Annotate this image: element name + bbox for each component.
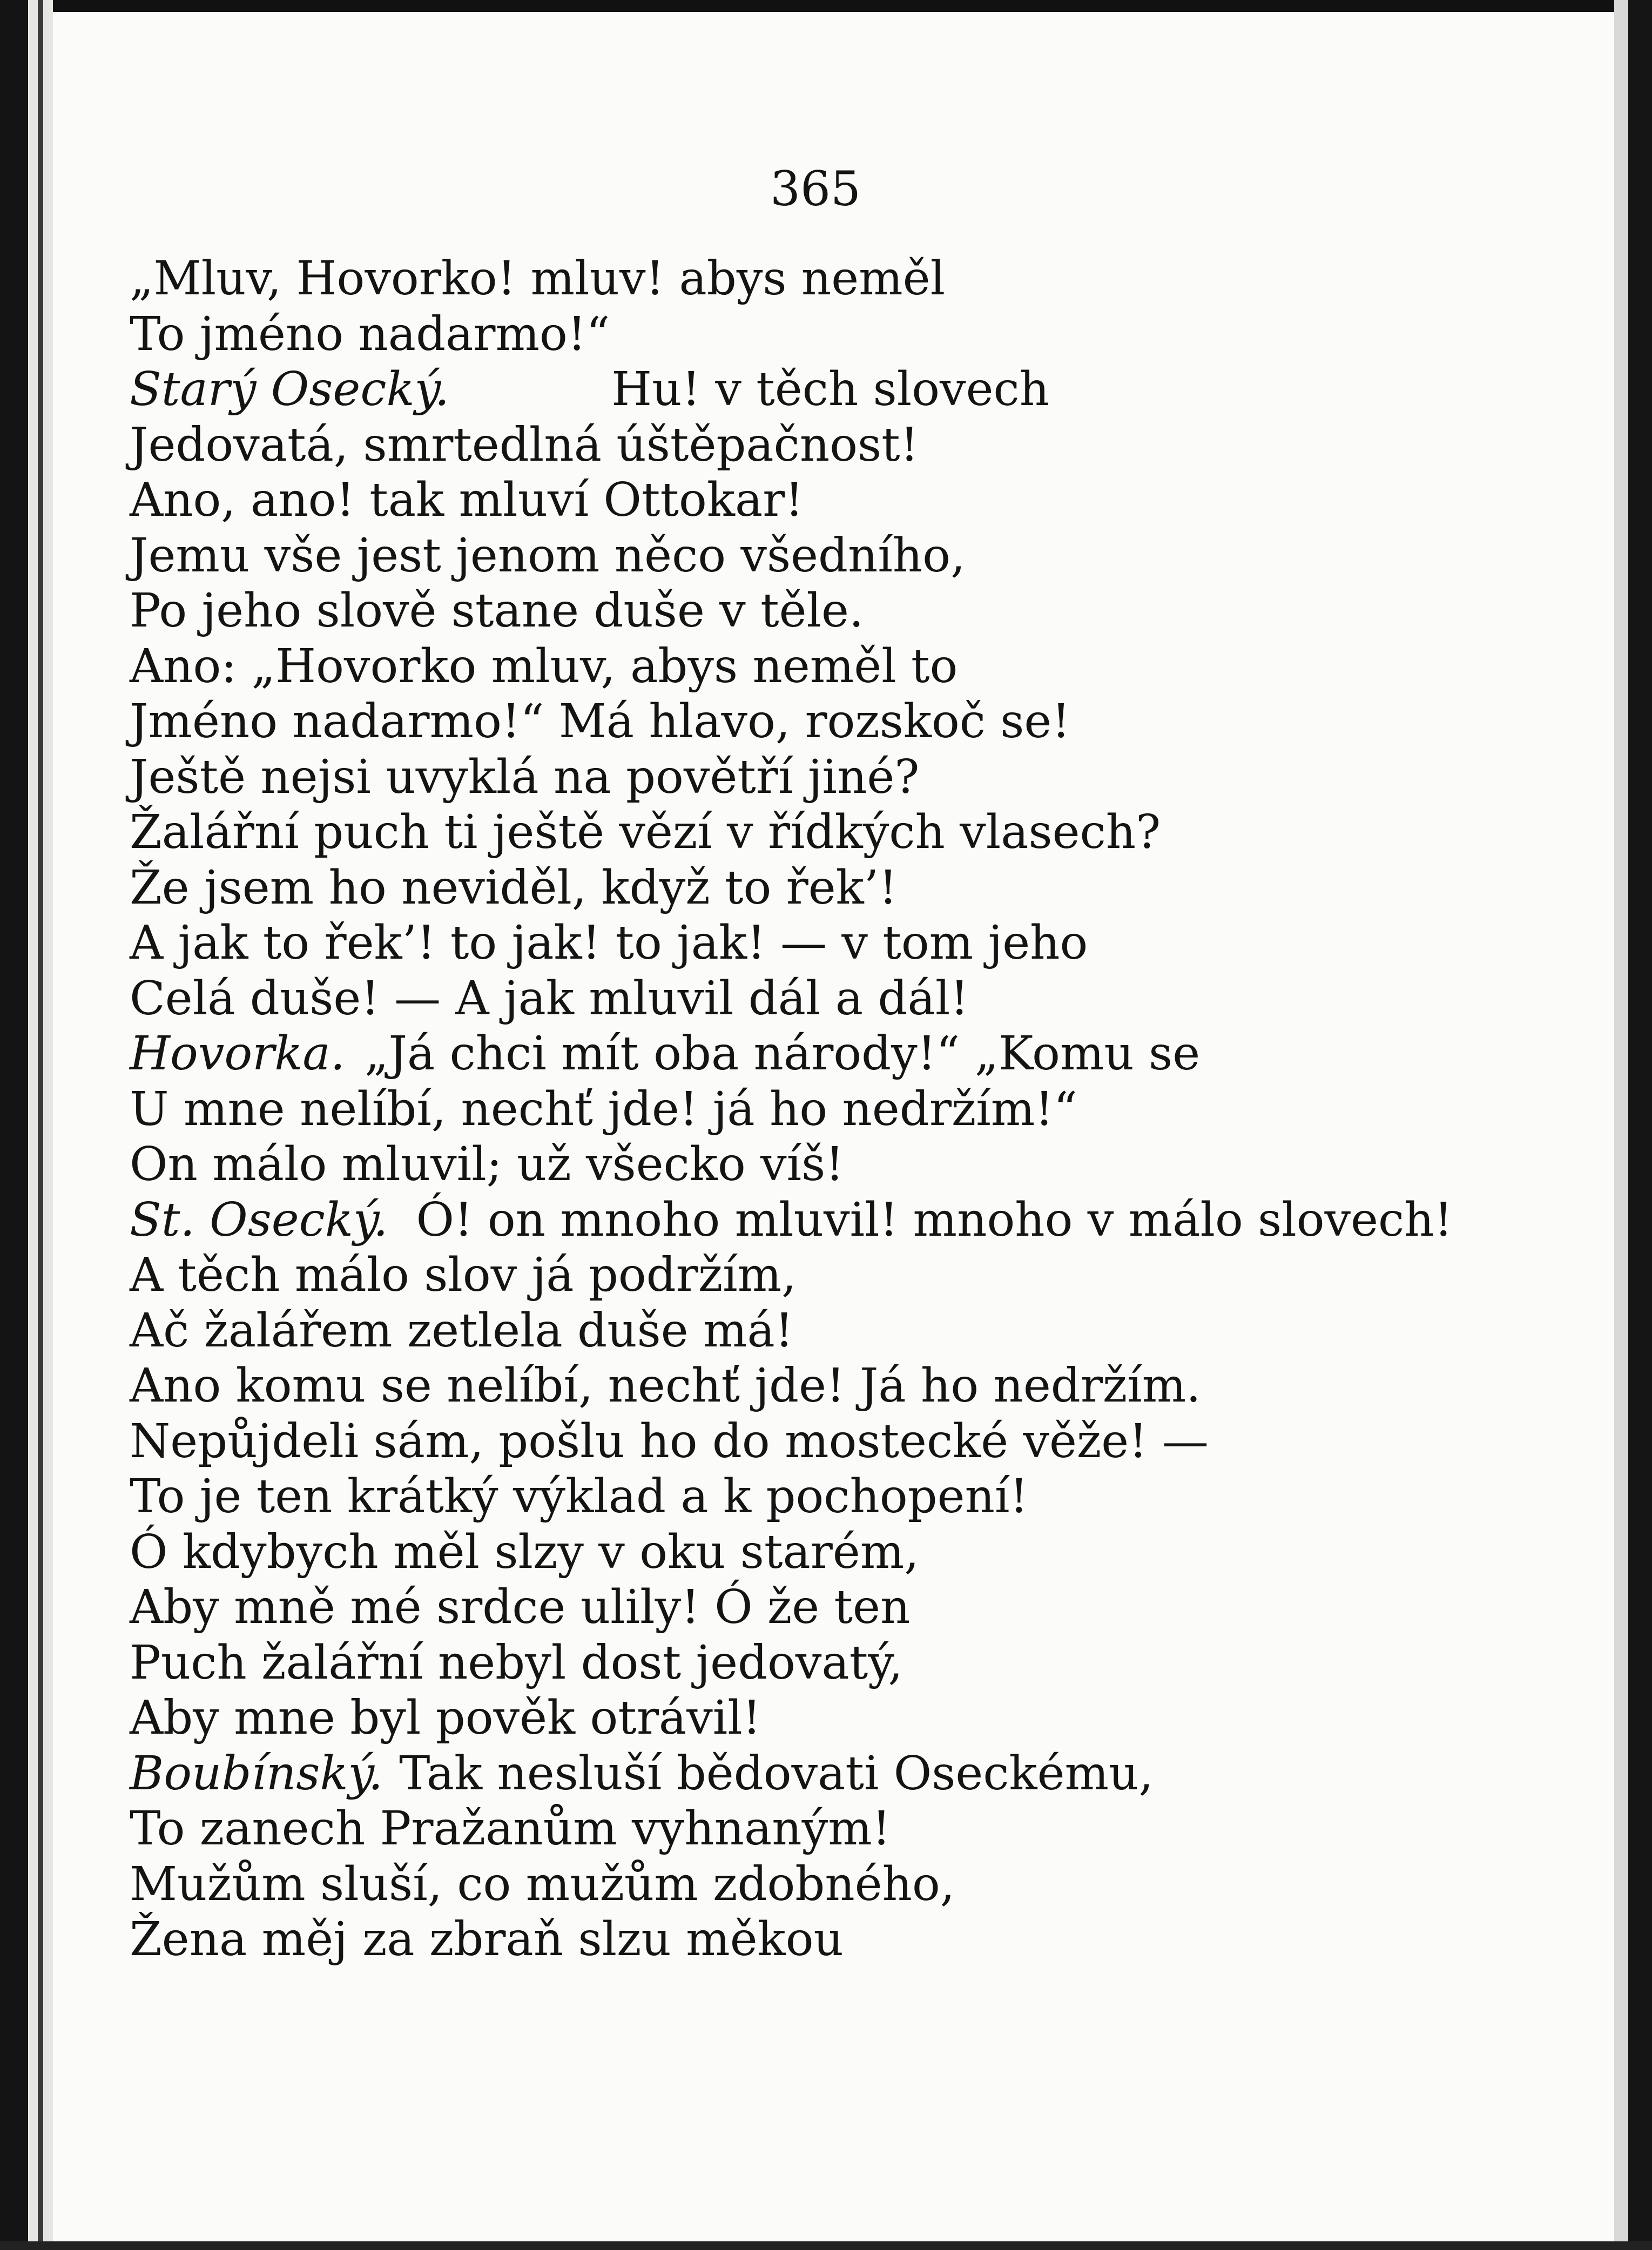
verse-line: [130, 1358, 1523, 1414]
speaker-name: Boubínský.: [130, 1746, 383, 1801]
line-text: Že jsem ho neviděl, když to řek’!: [130, 860, 898, 915]
line-text: Tak nesluší bědovati Oseckému,: [399, 1746, 1154, 1801]
line-text: Ano, ano! tak mluví Ottokar!: [130, 473, 804, 527]
scan-border-bottom: [0, 2241, 1652, 2250]
line-text: Ano: „Hovorko mluv, abys neměl to: [130, 639, 958, 693]
speaker-line: [130, 362, 1523, 417]
verse-line: [130, 1525, 1523, 1580]
line-text: Aby mne byl pověk otrávil!: [130, 1691, 761, 1745]
line-text: Puch žalářní nebyl dost jedovatý,: [130, 1635, 903, 1690]
speaker-line: [130, 1746, 1523, 1802]
line-text: Jedovatá, smrtedlná úštěpačnost!: [130, 417, 919, 472]
verse-line: [130, 805, 1523, 860]
scan-edge-line: [38, 0, 43, 2250]
verse-line: [130, 1857, 1523, 1912]
line-text: U mne nelíbí, nechť jde! já ho nedržím!“: [130, 1082, 1077, 1136]
verse-line: [130, 860, 1523, 916]
scan-gutter-right: [1614, 0, 1628, 2250]
line-text: Po jeho slově stane duše v těle.: [130, 584, 864, 638]
line-text: On málo mluvil; už všecko víš!: [130, 1137, 844, 1191]
verse-line: [130, 1635, 1523, 1691]
verse-line: [130, 1137, 1523, 1193]
line-text: Jemu vše jest jenom něco všedního,: [130, 528, 966, 583]
speaker-name: Hovorka.: [130, 1027, 345, 1081]
line-text: Jméno nadarmo!“ Má hlavo, rozskoč se!: [130, 695, 1070, 749]
verse-line: [130, 1303, 1523, 1359]
line-text: Ač žalářem zetlela duše má!: [130, 1303, 794, 1358]
speaker-line: [130, 1026, 1523, 1082]
speaker-line: [130, 1193, 1523, 1248]
line-text: Žalářní puch ti ještě vězí v řídkých vlasech?: [130, 805, 1161, 859]
scan-border-right: [1628, 0, 1652, 2250]
scan-border-top: [0, 0, 1652, 12]
line-text: Ještě nejsi uvyklá na povětří jiné?: [130, 750, 920, 804]
scan-border-left: [0, 0, 28, 2250]
verse-line: [130, 971, 1523, 1027]
verse-line: [130, 1469, 1523, 1525]
verse-line: [130, 251, 1523, 307]
line-text: A těch málo slov já podržím,: [130, 1248, 797, 1302]
line-text: Žena měj za zbraň slzu měkou: [130, 1912, 844, 1966]
line-text: Ó! on mnoho mluvil! mnoho v málo slovech!: [416, 1193, 1453, 1247]
line-text: Mužům sluší, co mužům zdobného,: [130, 1857, 955, 1911]
verse-line: [130, 694, 1523, 750]
verse-line: [130, 1580, 1523, 1635]
verse-line: [130, 417, 1523, 473]
verse-line: [130, 473, 1523, 528]
line-text: Ó kdybych měl slzy v oku starém,: [130, 1525, 919, 1579]
verse-line: [130, 639, 1523, 695]
line-text: A jak to řek’! to jak! to jak! — v tom jeho: [130, 916, 1088, 970]
verse-line: [130, 583, 1523, 639]
line-text: „Mluv, Hovorko! mluv! abys neměl: [130, 252, 946, 306]
verse-line: [130, 915, 1523, 971]
line-text: To zanech Pražanům vyhnaným!: [130, 1802, 891, 1856]
verse-line: [130, 1801, 1523, 1857]
speaker-name: Starý Osecký.: [130, 362, 450, 416]
verse-text: [130, 251, 1523, 1968]
page-number: 365: [770, 161, 861, 217]
line-text: Aby mně mé srdce ulily! Ó že ten: [130, 1580, 911, 1634]
line-text: Celá duše! — A jak mluvil dál a dál!: [130, 971, 969, 1026]
line-text: Hu! v těch slovech: [611, 362, 1050, 416]
verse-line: [130, 1248, 1523, 1303]
verse-line: [130, 1690, 1523, 1746]
speaker-name: St. Osecký.: [130, 1193, 388, 1247]
verse-line: [130, 528, 1523, 584]
line-text: To jméno nadarmo!“: [130, 307, 610, 361]
verse-line: [130, 750, 1523, 805]
verse-line: [130, 1912, 1523, 1968]
verse-line: [130, 1414, 1523, 1470]
verse-line: [130, 307, 1523, 362]
line-text: To je ten krátký výklad a k pochopení!: [130, 1470, 1029, 1524]
line-text: „Já chci mít oba národy!“ „Komu se: [364, 1027, 1201, 1081]
line-text: Ano komu se nelíbí, nechť jde! Já ho nedržím.: [130, 1359, 1201, 1413]
verse-line: [130, 1082, 1523, 1137]
line-text: Nepůjdeli sám, pošlu ho do mostecké věže! —: [130, 1414, 1209, 1468]
